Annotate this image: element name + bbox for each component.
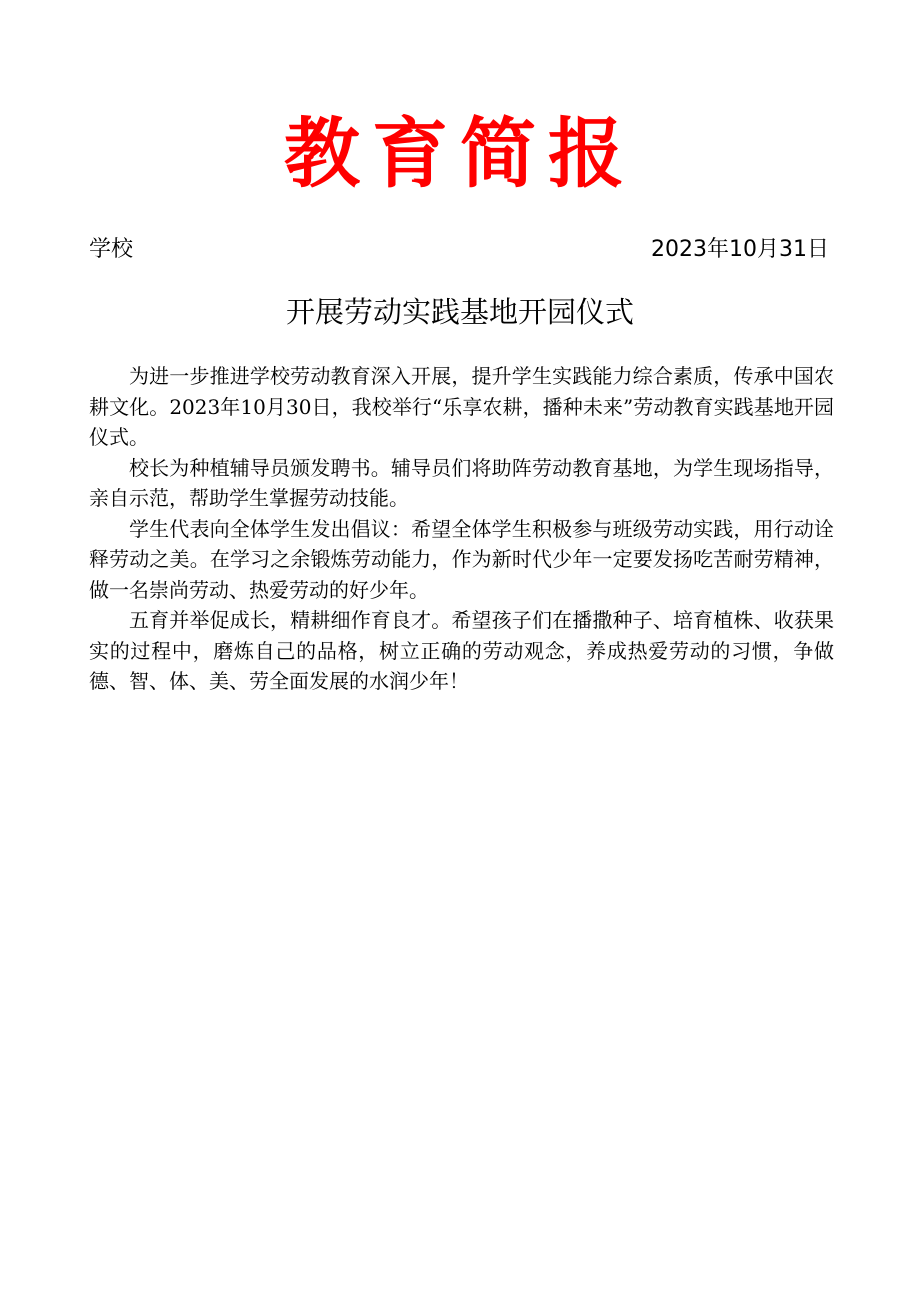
school-label: 学校 — [89, 237, 134, 262]
masthead-title: 教育简报 — [284, 109, 636, 198]
meta-row — [89, 234, 829, 266]
paragraph-2: 校长为种植辅导员颁发聘书。辅导员们将助阵劳动教育基地，为学生现场指导，亲自示范，帮助学生掌握劳动技能。 — [89, 455, 834, 510]
issue-date: 2023年10月31日 — [651, 237, 829, 262]
article-body — [89, 361, 834, 697]
paragraph-1: 为进一步推进学校劳动教育深入开展，提升学生实践能力综合素质，传承中国农耕文化。2023年10月30日，我校举行“乐享农耕，播种未来”劳动教育实践基地开园仪式。 — [89, 364, 834, 449]
paragraph-3: 学生代表向全体学生发出倡议：希望全体学生积极参与班级劳动实践，用行动诠释劳动之美。在学习之余锻炼劳动能力，作为新时代少年一定要发扬吃苦耐劳精神，做一名崇尚劳动、热爱劳动的好少年。 — [89, 516, 834, 602]
paragraph-4: 五育并举促成长，精耕细作育良才。希望孩子们在播撒种子、培育植株、收获果实的过程中，磨炼自己的品格，树立正确的劳动观念，养成热爱劳动的习惯，争做德、智、体、美、劳全面发展的水润少年！ — [89, 608, 834, 693]
article-headline: 开展劳动实践基地开园仪式 — [285, 295, 634, 329]
